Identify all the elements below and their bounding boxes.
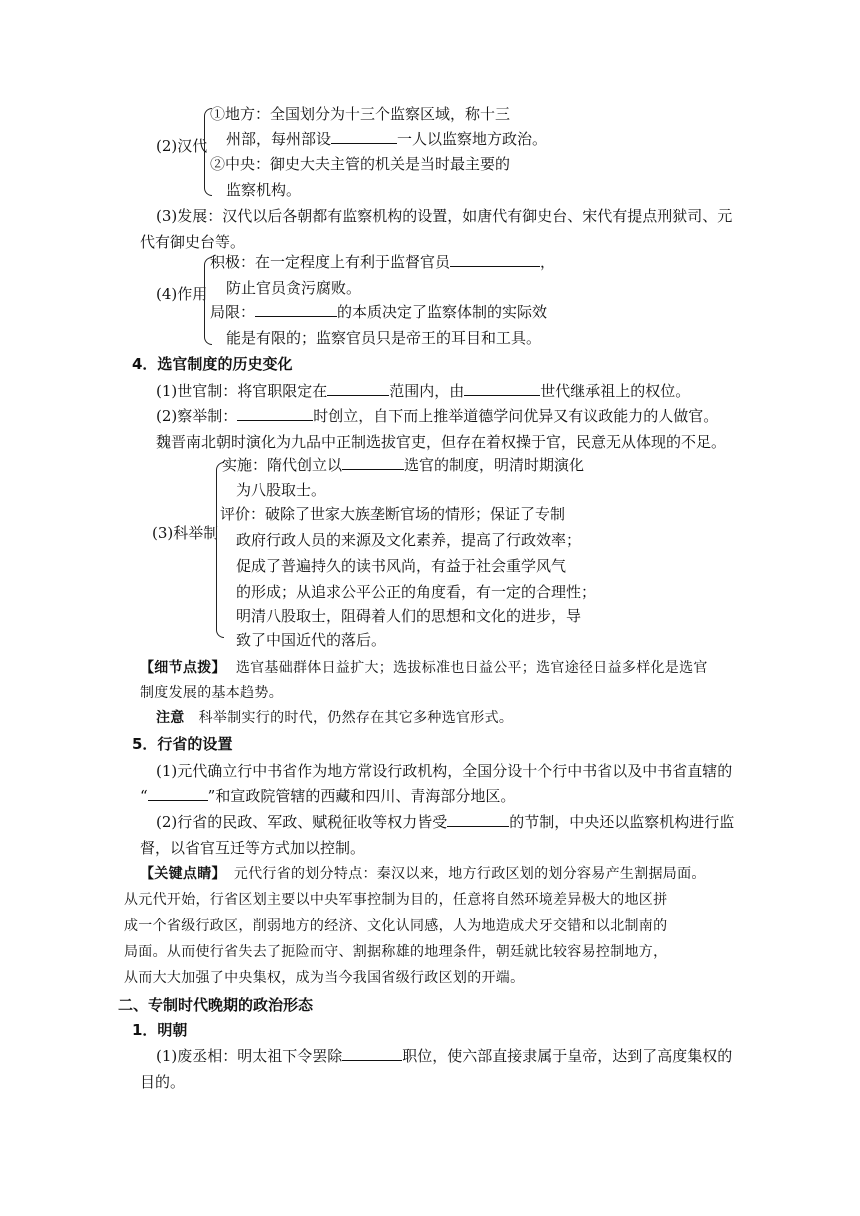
note-label: 注意: [156, 710, 185, 726]
keju-line-8: 致了中国近代的落后。: [236, 631, 387, 649]
blank[interactable]: [148, 786, 208, 801]
s5-p1-cont: “ ”和宣政院管辖的西藏和四川、青海部分地区。: [140, 787, 516, 805]
effect-label: (4)作用: [156, 285, 208, 303]
detail-tip-label: 【细节点拨】: [140, 660, 226, 676]
keju-line-4: 政府行政人员的来源及文化素养，提高了行政效率；: [236, 531, 582, 549]
keju-label: (3)科举制: [152, 524, 219, 542]
key-point-line-1: 【关键点睛】 元代行省的划分特点：秦汉以来，地方行政区划的划分容易产生割据局面。: [140, 866, 706, 882]
han-line-2: 州部，每州部设 一人以监察地方政治。: [226, 130, 548, 148]
han-line-4: 监察机构。: [226, 181, 302, 199]
development-line-2: 代有御史台等。: [140, 233, 246, 251]
han-line-1: ①地方：全国划分为十三个监察区域，称十三: [210, 105, 511, 123]
part-2-title: 二、专制时代晚期的政治形态: [118, 996, 314, 1014]
keju-line-3: 评价：破除了世家大族垄断官场的情形；保证了专制: [220, 505, 566, 523]
keju-line-2: 为八股取士。: [236, 481, 327, 499]
keju-line-7: 明清八股取士，阻碍着人们的思想和文化的进步，导: [236, 607, 582, 625]
effect-line-1: 积极：在一定程度上有利于监督官员 ，: [210, 253, 556, 271]
detail-tip-line-1: 【细节点拨】 选官基础群体日益扩大；选拔标准也日益公平；选官途径日益多样化是选官: [140, 660, 708, 676]
detail-tip-line-2: 制度发展的基本趋势。: [140, 685, 283, 701]
note-line: 注意 科举制实行的时代，仍然存在其它多种选官形式。: [156, 710, 514, 726]
ming-heading: 1．明朝: [132, 1021, 188, 1039]
effect-line-4: 能是有限的；监察官员只是帝王的耳目和工具。: [226, 329, 542, 347]
han-label: (2)汉代: [156, 137, 208, 155]
s5-p2-cont: 督，以省官互迁等方式加以控制。: [140, 839, 366, 857]
keju-line-1: 实施：隋代创立以 选官的制度，明清时期演化: [222, 456, 585, 474]
blank[interactable]: [331, 129, 397, 144]
s5-p1: (1)元代确立行中书省作为地方常设行政机构，全国分设十个行中书省以及中书省直辖的: [156, 762, 733, 780]
ming-p1: (1)废丞相：明太祖下令罢除 职位，使六部直接隶属于皇帝，达到了高度集权的: [156, 1047, 733, 1065]
development-line-1: (3)发展：汉代以后各朝都有监察机构的设置，如唐代有御史台、宋代有提点刑狱司、元: [156, 207, 733, 225]
han-line-3: ②中央：御史大夫主管的机关是当时最主要的: [210, 155, 511, 173]
keju-line-5: 促成了普遍持久的读书风尚，有益于社会重学风气: [236, 557, 567, 575]
blank[interactable]: [342, 455, 404, 470]
s5-p2: (2)行省的民政、军政、赋税征收等权力皆受 的节制，中央还以监察机构进行监: [156, 813, 735, 831]
effect-line-3: 局限： 的本质决定了监察体制的实际效: [210, 303, 548, 321]
keju-brace: [216, 462, 224, 638]
key-point-line-3: 成一个省级行政区，削弱地方的经济、文化认同感，人为地造成犬牙交错和以北制南的: [124, 918, 668, 934]
blank[interactable]: [327, 381, 389, 396]
ming-p1-cont: 目的。: [140, 1073, 186, 1091]
blank[interactable]: [342, 1046, 402, 1061]
key-point-line-5: 从而大大加强了中央集权，成为当今我国省级行政区划的开端。: [124, 970, 525, 986]
key-point-label: 【关键点睛】: [140, 866, 226, 882]
section-4-title: 4．选官制度的历史变化: [132, 355, 293, 373]
keju-line-6: 的形成；从追求公平公正的角度看，有一定的合理性；: [236, 583, 597, 601]
blank[interactable]: [464, 381, 540, 396]
s4-p1: (1)世官制：将官职限定在 范围内，由 世代继承祖上的权位。: [156, 382, 691, 400]
blank[interactable]: [450, 252, 540, 267]
blank[interactable]: [447, 812, 509, 827]
s4-p2: (2)察举制： 时创立，自下而上推举道德学问优异又有议政能力的人做官。: [156, 407, 719, 425]
s4-p2-cont: 魏晋南北朝时演化为九品中正制选拔官吏，但存在着权操于官，民意无从体现的不足。: [156, 433, 727, 451]
effect-line-2: 防止官员贪污腐败。: [226, 279, 362, 297]
blank[interactable]: [237, 406, 313, 421]
section-5-title: 5．行省的设置: [132, 735, 233, 753]
key-point-line-2: 从元代开始，行省区划主要以中央军事控制为目的，任意将自然环境差异极大的地区拼: [124, 892, 668, 908]
key-point-line-4: 局面。从而使行省失去了扼险而守、割据称雄的地理条件，朝廷就比较容易控制地方，: [124, 944, 668, 960]
blank[interactable]: [255, 302, 337, 317]
